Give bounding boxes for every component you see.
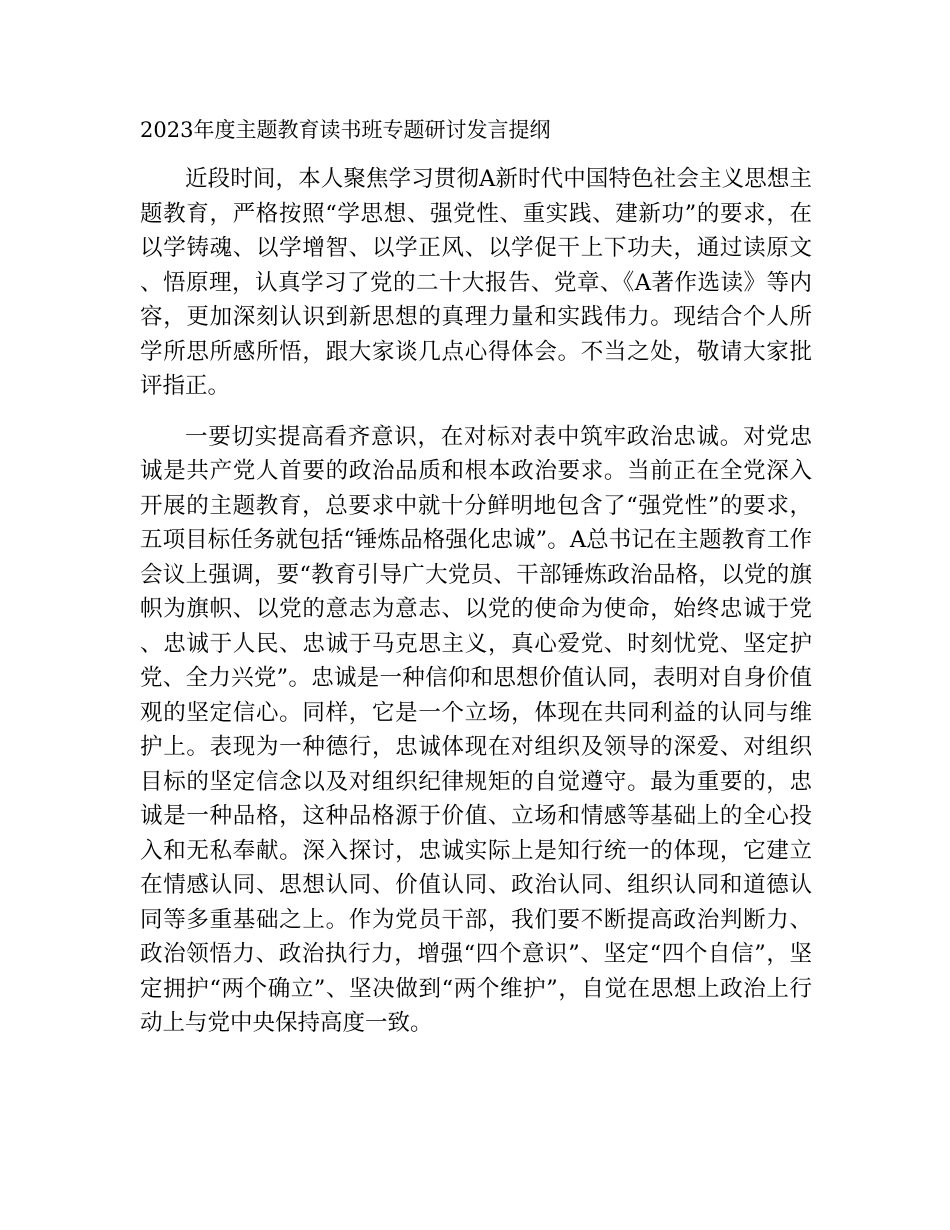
document-body (140, 112, 812, 1057)
paragraph-point-one: 一要切实提高看齐意识，在对标对表中筑牢政治忠诚。对党忠诚是共产党人首要的政治品质和根本政治要求。当前正在全党深入开展的主题教育，总要求中就十分鲜明地包含了“强党性”的要求，五项目标任务就包括“锤炼品格强化忠诚”。A总书记在主题教育工作会议上强调，要“教育引导广大党员、干部锤炼政治品格，以党的旗帜为旗帜、以党的意志为意志、以党的使命为使命，始终忠诚于党、忠诚于人民、忠诚于马克思主义，真心爱党、时刻忧党、坚定护党、全力兴党”。忠诚是一种信仰和思想价值认同，表明对自身价值观的坚定信心。同样，它是一个立场，体现在共同利益的认同与维护上。表现为一种德行，忠诚体现在对组织及领导的深爱、对组织目标的坚定信念以及对组织纪律规矩的自觉遵守。最为重要的，忠诚是一种品格，这种品格源于价值、立场和情感等基础上的全心投入和无私奉献。深入探讨，忠诚实际上是知行统一的体现，它建立在情感认同、思想认同、价值认同、政治认同、组织认同和道德认同等多重基础之上。作为党员干部，我们要不断提高政治判断力、政治领悟力、政治执行力，增强“四个意识”、坚定“四个自信”，坚定拥护“两个确立”、坚决做到“两个维护”，自觉在思想上政治上行动上与党中央保持高度一致。 (140, 423, 812, 1036)
document-title: 2023年度主题教育读书班专题研讨发言提纲 (140, 118, 551, 142)
paragraph-intro: 近段时间，本人聚焦学习贯彻A新时代中国特色社会主义思想主题教育，严格按照“学思想、强党性、重实践、建新功”的要求，在以学铸魂、以学增智、以学正风、以学促干上下功夫，通过读原文、悟原理，认真学习了党的二十大报告、党章、《A著作选读》等内容，更加深刻认识到新思想的真理力量和实践伟力。现结合个人所学所思所感所悟，跟大家谈几点心得体会。不当之处，敬请大家批评指正。 (140, 166, 812, 399)
